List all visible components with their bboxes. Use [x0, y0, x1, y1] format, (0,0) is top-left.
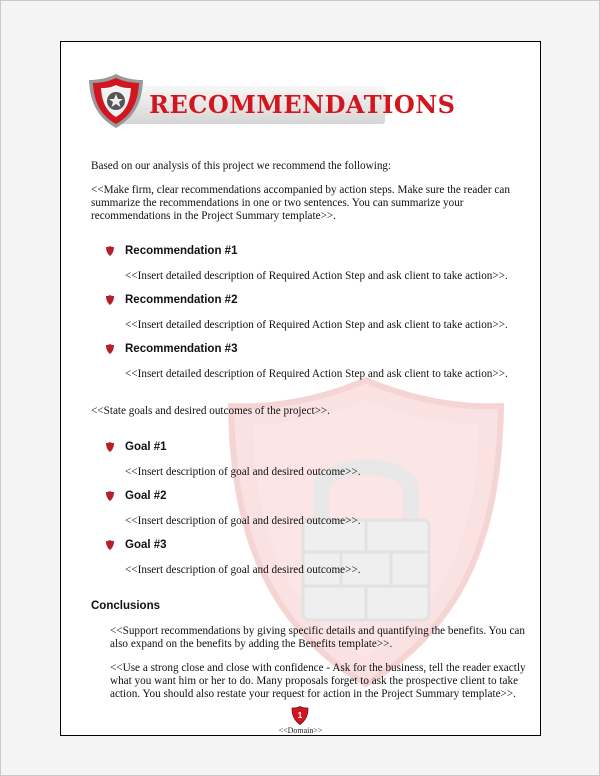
intro-placeholder-text: <<Make firm, clear recommendations accompanied by action steps. Make sure the reader can summarize the recommendations in one or two sentences. You can summarize your recommendations in the Project Summary template>>.	[91, 184, 510, 222]
intro-text: Based on our analysis of this project we recommend the following:	[91, 160, 392, 172]
conclusions-paragraph-1: <<Support recommendations by giving specific details and quantifying the benefits. You can also expand on the benefits by adding the Benefits template>>.	[110, 625, 525, 650]
goal-description: <<Insert description of goal and desired outcome>>.	[125, 466, 361, 478]
recommendation-title: Recommendation #1	[125, 245, 238, 257]
goal-title: Goal #2	[125, 490, 167, 502]
recommendation-title: Recommendation #2	[125, 294, 238, 306]
goal-description: <<Insert description of goal and desired outcome>>.	[125, 515, 361, 527]
recommendation-description: <<Insert detailed description of Required Action Step and ask client to take action>>.	[125, 270, 508, 282]
recommendation-title: Recommendation #3	[125, 343, 238, 355]
shield-badge-icon	[87, 72, 145, 130]
goal-title: Goal #1	[125, 441, 167, 453]
section-header	[87, 72, 456, 128]
shield-bullet-icon	[106, 344, 114, 354]
shield-bullet-icon	[106, 491, 114, 501]
footer-page-number: 1	[297, 711, 303, 720]
shield-bullet-icon	[106, 442, 114, 452]
conclusions-paragraph-2: <<Use a strong close and close with confidence - Ask for the business, tell the reader exactly what you want him or her to do. Many proposals forget to ask the prospective client to take action. You should also restate your request for action in the Project Summary template>>.	[110, 662, 526, 700]
shield-bullet-icon	[106, 295, 114, 305]
document-page	[60, 41, 541, 736]
goals-intro-text: <<State goals and desired outcomes of the project>>.	[91, 405, 330, 417]
page-title: RECOMMENDATIONS	[149, 90, 456, 119]
conclusions-heading: Conclusions	[91, 600, 161, 612]
footer-shield-icon	[291, 706, 309, 725]
recommendation-description: <<Insert detailed description of Required Action Step and ask client to take action>>.	[125, 368, 508, 380]
shield-bullet-icon	[106, 246, 114, 256]
shield-bullet-icon	[106, 540, 114, 550]
goal-description: <<Insert description of goal and desired outcome>>.	[125, 564, 361, 576]
recommendation-description: <<Insert detailed description of Required Action Step and ask client to take action>>.	[125, 319, 508, 331]
footer-domain: <<Domain>>	[278, 726, 323, 735]
goal-title: Goal #3	[125, 539, 167, 551]
